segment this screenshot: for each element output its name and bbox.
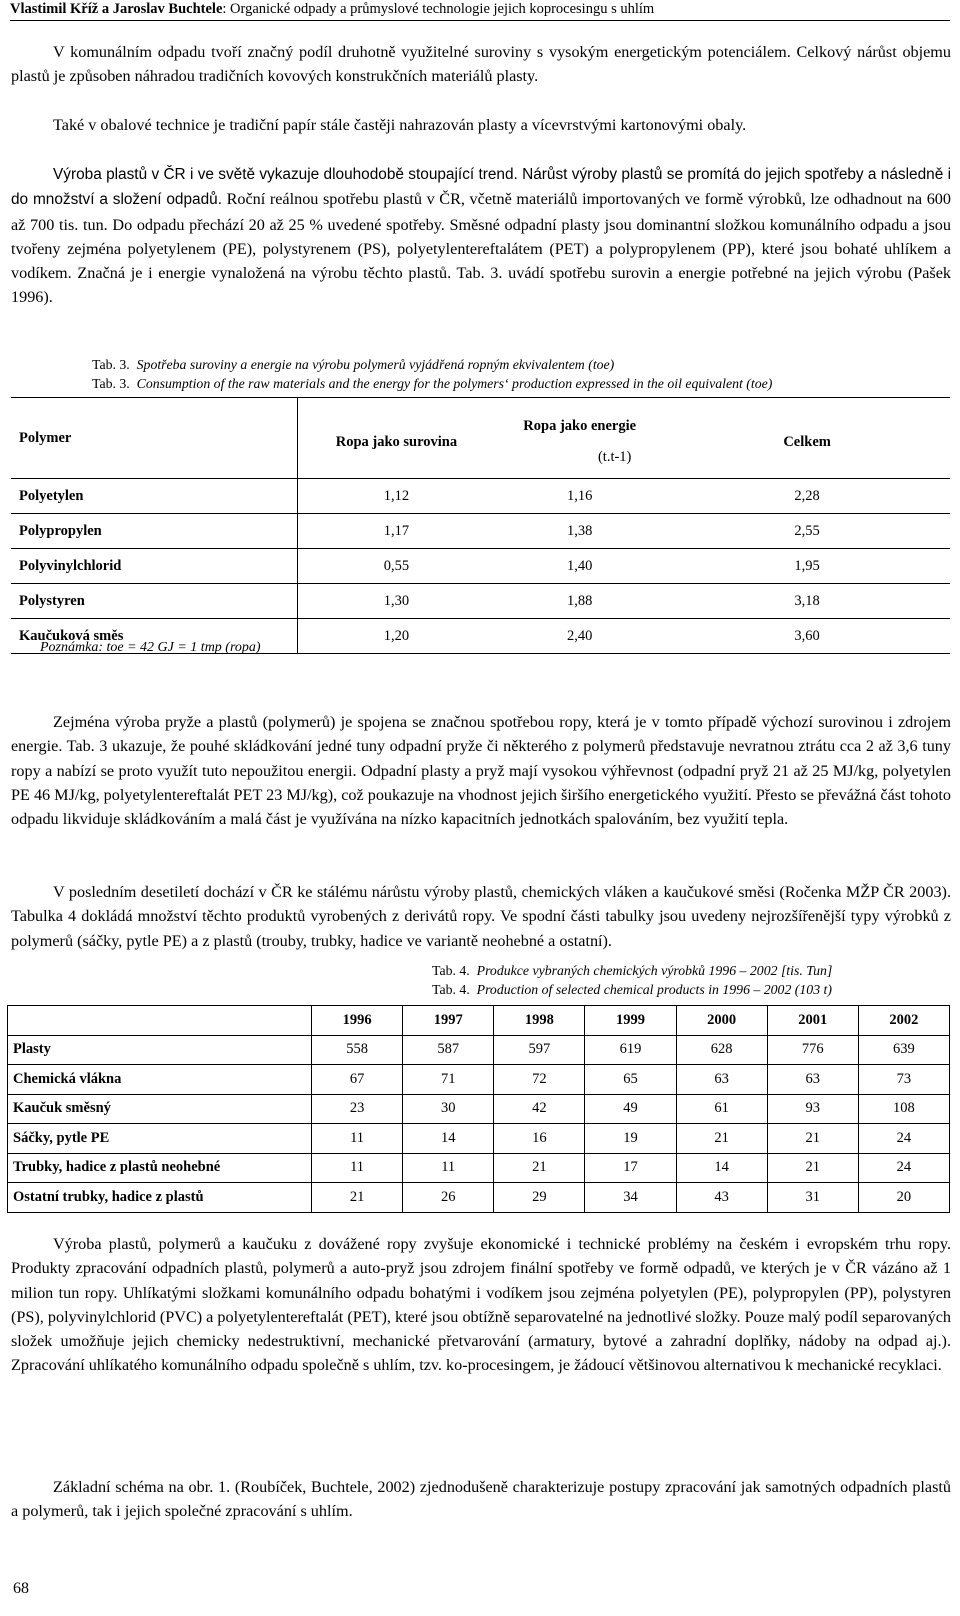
table4-year: 2000 — [676, 1006, 767, 1036]
table3-cell: 2,40 — [495, 619, 664, 654]
table-row — [8, 1153, 950, 1183]
table3-row-name: Polyetylen — [11, 479, 297, 514]
table4-cell: 43 — [676, 1183, 767, 1213]
table3-cell: 1,40 — [495, 549, 664, 584]
running-header — [10, 0, 950, 21]
table3-caption-en-text: Consumption of the raw materials and the energy for the polymers‘ production expressed in the oil equivalent (toe) — [136, 376, 773, 391]
table4-cell: 93 — [767, 1094, 858, 1124]
table4-cell: 67 — [312, 1065, 403, 1095]
table4-cell: 71 — [403, 1065, 494, 1095]
table3-row-name: Polystyren — [11, 584, 297, 619]
table3-cell: 1,38 — [495, 514, 664, 549]
table3-cell: 3,60 — [664, 619, 950, 654]
table4-year: 2002 — [858, 1006, 949, 1036]
table4-cell: 14 — [676, 1153, 767, 1183]
table3-note: Poznámka: toe = 42 GJ = 1 tmp (ropa) — [40, 640, 261, 655]
table4-cell: 63 — [676, 1065, 767, 1095]
table4-year: 1998 — [494, 1006, 585, 1036]
table3-cell: 0,55 — [297, 549, 495, 584]
table4-cell: 73 — [858, 1065, 949, 1095]
table3-caption-label-en: Tab. 3. — [92, 376, 130, 391]
table4-cell: 108 — [858, 1094, 949, 1124]
table4-cell: 597 — [494, 1035, 585, 1065]
table3-col-surovina: Ropa jako surovina — [297, 398, 495, 479]
table3-row-name: Kaučuková směs — [11, 619, 297, 654]
paragraph-4: Zejména výroba pryže a plastů (polymerů) je spojena se značnou spotřebou ropy, která je v tomto případě výchozí surovinou i zdrojem energie. Tab. 3 ukazuje, že pouhé skládkování jedné tuny odpadní pryže či některého z polymerů představuje nevratnou ztrátu cca 2 až 3,6 tuny ropy a nabízí se proto využít tuto nepoužitou energii. Odpadní plasty a pryž mají vysokou výhřevnost (odpadní pryž 21 až 25 MJ/kg, polyetylen PE 46 MJ/kg, polyetylentereftalát PET 23 MJ/kg), což poukazuje na vhodnost jejich širšího energetického využití. Přesto se převážná část tohoto odpadu likviduje skládkováním a malá část je využívána na nízko kapacitních jednotkách spalováním, bez využití tepla. — [11, 713, 951, 829]
table3-caption-label: Tab. 3. — [92, 357, 130, 372]
table4-year: 1999 — [585, 1006, 676, 1036]
paragraph-1: V komunálním odpadu tvoří značný podíl druhotně využitelné suroviny s vysokým energetickým potenciálem. Celkový nárůst objemu plastů je způsoben náhradou tradičních kovových konstrukčních materiálů plasty. — [11, 43, 951, 86]
table3-cell: 1,16 — [495, 479, 664, 514]
table3-header-row — [11, 398, 950, 479]
table4-cell: 639 — [858, 1035, 949, 1065]
table3-cell: 1,20 — [297, 619, 495, 654]
table4-cell: 628 — [676, 1035, 767, 1065]
table4-header-row — [8, 1006, 950, 1036]
paragraph-5: V posledním desetiletí dochází v ČR ke stálému nárůstu výroby plastů, chemických vláken a kaučukové směsi (Ročenka MŽP ČR 2003). Tabulka 4 dokládá množství těchto produktů vyrobených z derivátů ropy. Ve spodní části tabulky jsou uvedeny nejrozšířenější typy výrobků z polymerů (sáčky, pytle PE) a z plastů (trouby, trubky, hadice ve variantě neohebné a ostatní). — [11, 883, 951, 950]
table4-cell: 42 — [494, 1094, 585, 1124]
table4-caption-en — [432, 981, 832, 1000]
paragraph-3-lead: Výroba plastů v ČR i ve světě vykazuje dlouhodobě stoupající trend. Nárůst výroby plastů se promítá do jejich spotřeby a následně i do množství a složení odpadů. — [11, 166, 951, 209]
table-row — [11, 479, 950, 514]
table4-cell: 776 — [767, 1035, 858, 1065]
table-row — [8, 1065, 950, 1095]
table3-caption-cz-text: Spotřeba suroviny a energie na výrobu polymerů vyjádřená ropným ekvivalentem (toe) — [136, 357, 615, 372]
table4-year: 2001 — [767, 1006, 858, 1036]
table4-cell: 21 — [767, 1153, 858, 1183]
table3-row-name: Polyvinylchlorid — [11, 549, 297, 584]
table4-cell: 24 — [858, 1124, 949, 1154]
table4-caption-en-text: Production of selected chemical products in 1996 – 2002 (103 t) — [476, 982, 832, 997]
table3-cell: 2,55 — [664, 514, 950, 549]
table4 — [7, 1005, 950, 1213]
table4-row-name: Plasty — [8, 1035, 312, 1065]
table4-cell: 61 — [676, 1094, 767, 1124]
table4-cell: 65 — [585, 1065, 676, 1095]
table4-caption-label: Tab. 4. — [432, 963, 470, 978]
table-row — [8, 1094, 950, 1124]
table3-cell: 1,17 — [297, 514, 495, 549]
table3-cell: 3,18 — [664, 584, 950, 619]
table4-caption-cz — [432, 962, 832, 981]
table4-cell: 63 — [767, 1065, 858, 1095]
table4-cell: 23 — [312, 1094, 403, 1124]
table4-cell: 619 — [585, 1035, 676, 1065]
table4-cell: 31 — [767, 1183, 858, 1213]
table3-cell: 1,30 — [297, 584, 495, 619]
table4-cell: 34 — [585, 1183, 676, 1213]
paragraph-3-rest: Roční reálnou spotřebu plastů v ČR, včetně materiálů importovaných ve formě výrobků, lze odhadnout na 600 až 700 tis. tun. Do odpadu přechází 20 až 25 % uvedené spotřeby. Směsné odpadní plasty jsou dominantní složkou komunálního odpadu a jsou tvořeny zejména polyetylenem (PE), polystyrenem (PS), polyetylentereftalátem (PET) a polypropylenem (PP), které jsou bohaté uhlíkem a vodíkem. Značná je i energie vynaložená na výrobu těchto plastů. Tab. 3. uvádí spotřebu surovin a energie potřebné na jejich výrobu (Pašek 1996). — [11, 190, 951, 307]
table4-cell: 49 — [585, 1094, 676, 1124]
table4-cell: 72 — [494, 1065, 585, 1095]
table3-cell: 1,12 — [297, 479, 495, 514]
page-number: 68 — [13, 1580, 29, 1597]
table3-caption-cz — [92, 356, 614, 375]
table4-cell: 11 — [312, 1153, 403, 1183]
table4-cell: 587 — [403, 1035, 494, 1065]
table4-cell: 558 — [312, 1035, 403, 1065]
table4-cell: 21 — [676, 1124, 767, 1154]
paragraph-6: Výroba plastů, polymerů a kaučuku z dovážené ropy zvyšuje ekonomické i technické problémy na českém i evropském trhu ropy. Produkty zpracování odpadních plastů, polymerů a auto-pryž jsou zdrojem finální spotřeby ve formě odpadů, ve kterých je v ČR vázáno až 1 milion tun ropy. Uhlíkatými složkami komunálního odpadu bohatými i vodíkem jsou zejména polyetylen (PE), polypropylen (PP), polystyren (PS), polyvinylchlorid (PVC) a polyetylentereftalát (PET), které jsou obtížně separovatelné na jednotlivé složky. Pouze malý podíl separovaných složek umožňuje jejich chemicky nedestruktivní, mechanické přetvarování (armatury, bytové a zahradní doplňky, nádoby na odpad aj.). Zpracování uhlíkatého komunálního odpadu společně s uhlím, tzv. ko-procesingem, je žádoucí většinovou alternativou k mechanické recyklaci. — [11, 1235, 951, 1375]
table3-caption-en — [92, 375, 772, 394]
table-row — [11, 584, 950, 619]
table4-row-name: Sáčky, pytle PE — [8, 1124, 312, 1154]
table4-cell: 11 — [403, 1153, 494, 1183]
table4-row-name: Kaučuk směsný — [8, 1094, 312, 1124]
header-title: : Organické odpady a průmyslové technologie jejich koprocesingu s uhlím — [222, 1, 655, 17]
table3-row-name: Polypropylen — [11, 514, 297, 549]
table3-cell: 2,28 — [664, 479, 950, 514]
table-row — [11, 549, 950, 584]
table4-cell: 17 — [585, 1153, 676, 1183]
paragraph-7: Základní schéma na obr. 1. (Roubíček, Buchtele, 2002) zjednodušeně charakterizuje postupy zpracování jak samotných odpadních plastů a polymerů, tak i jejich společné zpracování s uhlím. — [11, 1478, 951, 1521]
table4-cell: 21 — [312, 1183, 403, 1213]
table4-cell: 24 — [858, 1153, 949, 1183]
table3-col-celkem: Celkem — [664, 398, 950, 479]
paragraph-3 — [11, 162, 951, 310]
table4-cell: 26 — [403, 1183, 494, 1213]
table4-cell: 21 — [494, 1153, 585, 1183]
table4-cell: 30 — [403, 1094, 494, 1124]
table4-corner — [8, 1006, 312, 1036]
paragraph-2: Také v obalové technice je tradiční papír stále častěji nahrazován plasty a vícevrstvými kartonovými obaly. — [53, 116, 747, 134]
table4-year: 1996 — [312, 1006, 403, 1036]
table3-cell: 1,95 — [664, 549, 950, 584]
table4-cell: 14 — [403, 1124, 494, 1154]
table-row — [8, 1183, 950, 1213]
table-row — [8, 1035, 950, 1065]
table-row — [8, 1124, 950, 1154]
table4-cell: 16 — [494, 1124, 585, 1154]
table4-cell: 11 — [312, 1124, 403, 1154]
table3 — [11, 397, 950, 654]
table3-col-polymer: Polymer — [11, 398, 297, 479]
table4-cell: 21 — [767, 1124, 858, 1154]
table4-row-name: Trubky, hadice z plastů neohebné — [8, 1153, 312, 1183]
header-authors: Vlastimil Kříž a Jaroslav Buchtele — [10, 1, 223, 17]
table4-caption-cz-text: Produkce vybraných chemických výrobků 1996 – 2002 [tis. Tun] — [476, 963, 833, 978]
table4-row-name: Ostatní trubky, hadice z plastů — [8, 1183, 312, 1213]
table4-year: 1997 — [403, 1006, 494, 1036]
table3-col-energie-label: Ropa jako energie — [523, 418, 637, 434]
table4-cell: 19 — [585, 1124, 676, 1154]
table4-row-name: Chemická vlákna — [8, 1065, 312, 1095]
table4-cell: 29 — [494, 1183, 585, 1213]
table-row — [11, 514, 950, 549]
table4-caption-label-en: Tab. 4. — [432, 982, 470, 997]
table3-unit: (t.t-1) — [597, 449, 632, 465]
table3-col-energie — [495, 398, 664, 479]
table4-cell: 20 — [858, 1183, 949, 1213]
table3-cell: 1,88 — [495, 584, 664, 619]
